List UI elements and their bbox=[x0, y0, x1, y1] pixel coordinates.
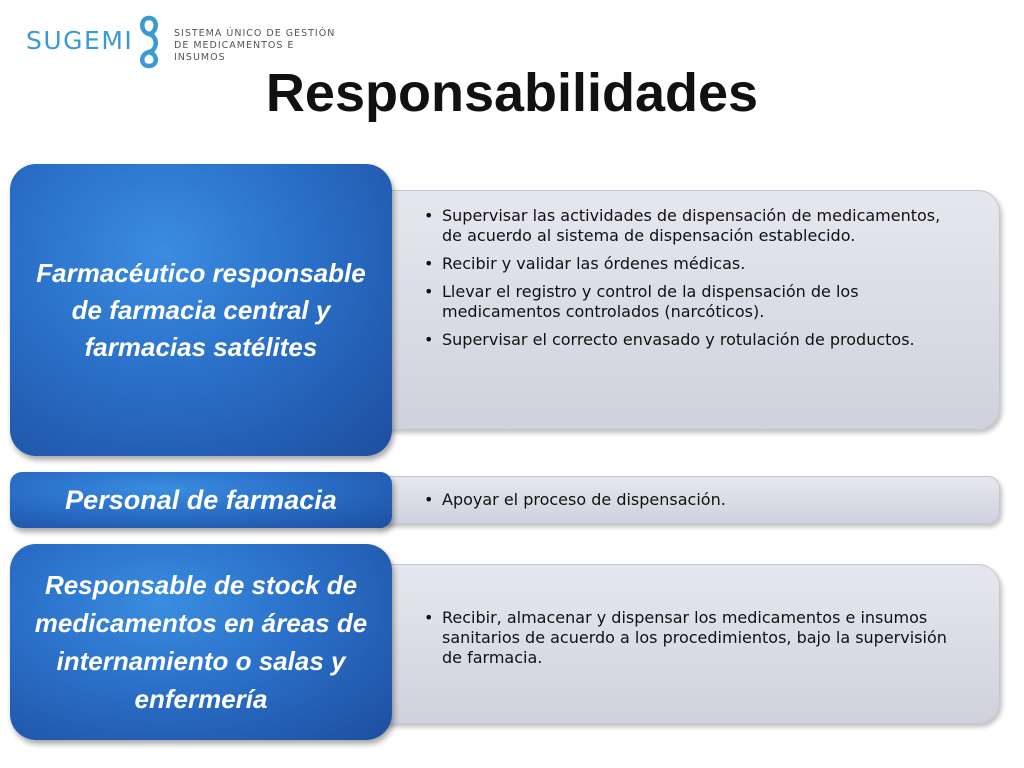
role-label: Responsable de stock de medicamentos en áreas de internamiento o salas y enfermería bbox=[34, 570, 368, 714]
logo-tagline bbox=[174, 28, 342, 64]
row-1-bullet-list bbox=[424, 206, 964, 358]
row-2-role-box bbox=[10, 472, 392, 528]
bullet-item: • Llevar el registro y control de la dispensación de los medicamentos controlados (narcóticos). bbox=[424, 282, 964, 322]
bullet-item: • Supervisar el correcto envasado y rotulación de productos. bbox=[424, 330, 964, 350]
row-3-role-box bbox=[10, 544, 392, 740]
bullet-item: • Apoyar el proceso de dispensación. bbox=[424, 490, 964, 510]
row-1-role-box bbox=[10, 164, 392, 456]
page-title: Responsabilidades bbox=[265, 63, 759, 123]
bullet-item: • Recibir y validar las órdenes médicas. bbox=[424, 254, 964, 274]
row-2-bullet-list bbox=[424, 490, 964, 518]
tagline-line-1: SISTEMA ÚNICO DE GESTIÓN bbox=[174, 28, 336, 39]
row-3-bullet-list bbox=[424, 608, 964, 676]
role-label: Personal de farmacia bbox=[65, 484, 337, 515]
tagline-line-2: DE MEDICAMENTOS E INSUMOS bbox=[174, 40, 295, 63]
bullet-item: • Recibir, almacenar y dispensar los medicamentos e insumos sanitarios de acuerdo a los procedimientos, bajo la supervisión de farmacia. bbox=[424, 608, 964, 668]
role-label: Farmacéutico responsable de farmacia central y farmacias satélites bbox=[36, 257, 366, 362]
logo-text: SUGEMI bbox=[26, 26, 134, 55]
bullet-item: • Supervisar las actividades de dispensación de medicamentos, de acuerdo al sistema de dispensación establecido. bbox=[424, 206, 964, 246]
